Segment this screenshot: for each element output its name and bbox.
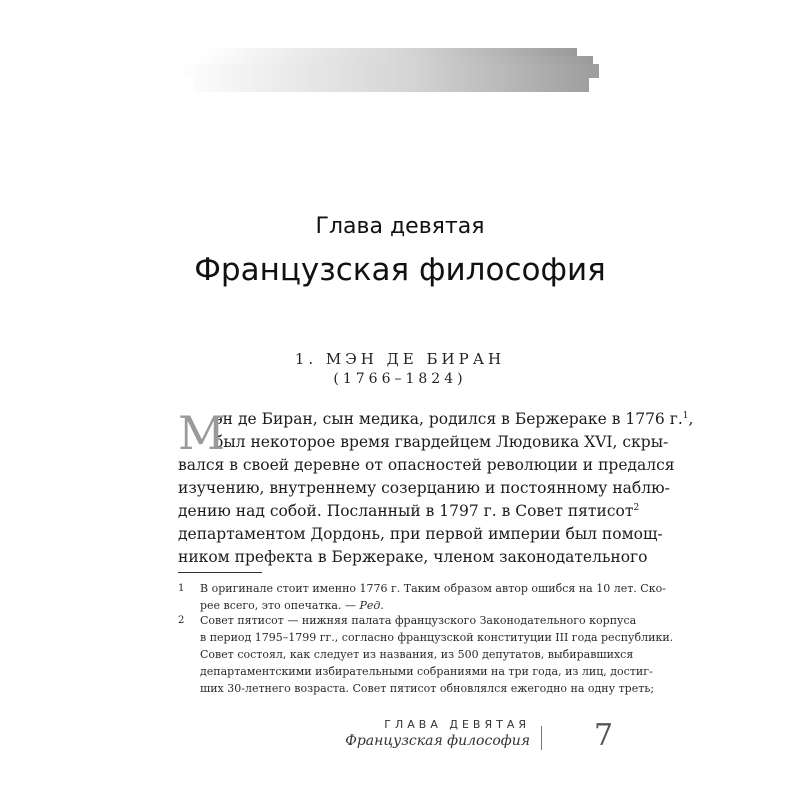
footnote-number: 1 <box>178 583 185 594</box>
footnote-line: Совет состоял, как следует из названия, из 500 депутатов, выбиравшихся <box>200 648 634 661</box>
footnote-number: 2 <box>178 615 185 626</box>
footnote-divider <box>178 572 262 573</box>
body-line: департаментом Дордонь, при первой империи был помощ- <box>178 525 663 543</box>
running-head-chapter: ГЛАВА ДЕВЯТАЯ <box>384 718 530 731</box>
body-line: дению над собой. Посланный в 1797 г. в Совет пятисот$^2$ <box>178 502 640 520</box>
drop-cap: М <box>178 406 226 460</box>
footnote-2 <box>178 612 674 697</box>
page-number: 7 <box>594 718 614 753</box>
footnote-line: ших 30-летнего возраста. Совет пятисот обновлялся ежегодно на одну треть; <box>200 682 655 695</box>
chapter-ornament <box>175 48 607 106</box>
footnote-1 <box>178 580 666 614</box>
chapter-title: Французская философия <box>194 252 606 288</box>
running-head-separator <box>541 726 542 750</box>
footnote-line: В оригинале стоит именно 1776 г. Таким образом автор ошибся на 10 лет. Ско- <box>200 582 666 595</box>
editor-mark: Ред. <box>359 599 384 612</box>
body-line: вался в своей деревне от опасностей революции и предался <box>178 456 675 474</box>
section-heading: 1. МЭН ДЕ БИРАН <box>294 350 506 368</box>
footnote-ref: 1 <box>682 411 689 421</box>
running-head-title: Французская философия <box>345 733 530 749</box>
footnote-line: в период 1795–1799 гг., согласно французской конституции III года республики. <box>200 631 674 644</box>
body-line: ником префекта в Бержераке, членом законодательного <box>178 548 648 566</box>
section-years: (1766–1824) <box>333 371 467 387</box>
body-text <box>178 406 694 569</box>
running-head <box>340 718 530 749</box>
body-line: изучению, внутреннему созерцанию и постоянному наблю- <box>178 479 670 497</box>
body-line: эн де Биран, сын медика, родился в Бержераке в 1776 г.$^1$, <box>214 410 694 428</box>
body-line: был некоторое время гвардейцем Людовика XVI, скры- <box>214 433 669 451</box>
footnote-line: Совет пятисот — нижняя палата французского Законодательного корпуса <box>200 614 637 627</box>
footnote-ref: 2 <box>633 503 640 513</box>
footnote-line: рее всего, это опечатка. — Ред. <box>200 599 384 612</box>
chapter-label: Глава девятая <box>315 214 485 239</box>
footnote-line: департаментскими избирательными собраниями на три года, из лиц, достиг- <box>200 665 653 678</box>
